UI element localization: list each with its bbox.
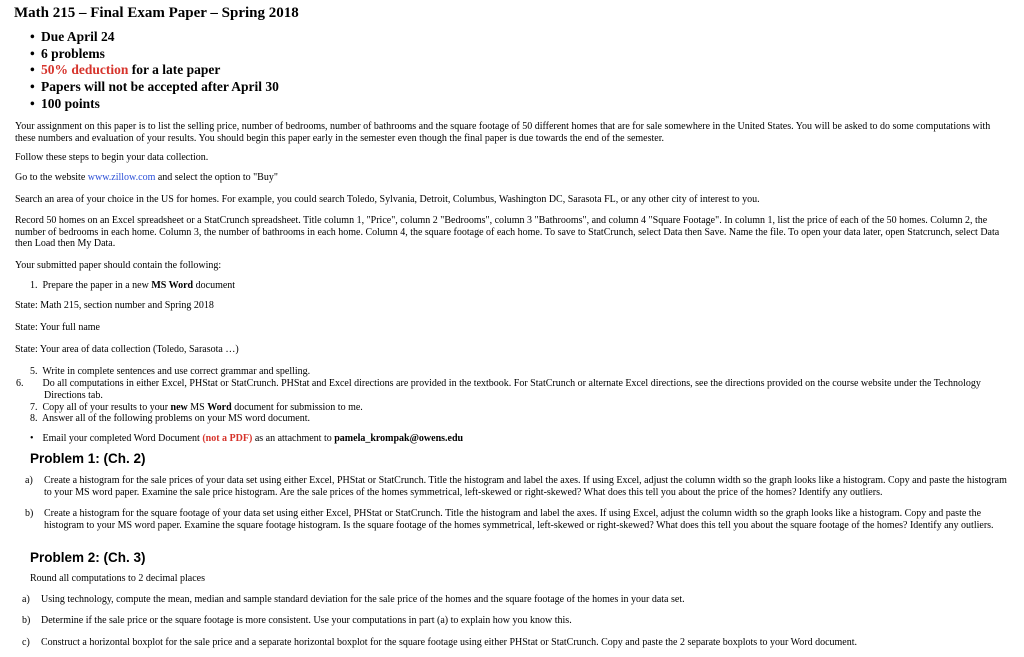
state-course: State: Math 215, section number and Spring 2018: [15, 300, 214, 311]
problem-2-part-b: b) Determine if the sale price or the square footage is more consistent. Use your computations in part (a) to explain how you know this.: [22, 615, 572, 626]
email-instruction: • Email your completed Word Document (not a PDF) as an attachment to pamela_krompak@owens.edu: [30, 433, 464, 444]
bullet-dot: •: [30, 95, 35, 111]
search-instruction: Search an area of your choice in the US for homes. For example, you could search Toledo, Sylvania, Detroit, Columbus, Washington DC, Sarasota FL, or any other city of interest to you.: [15, 194, 760, 205]
step-8: 8. Answer all of the following problems on your MS word document.: [30, 413, 310, 424]
zillow-link[interactable]: www.zillow.com: [87, 172, 156, 183]
bullet-dot: •: [30, 433, 34, 444]
not-pdf-highlight: (not a PDF): [202, 433, 253, 444]
bullet-dot: •: [30, 79, 35, 95]
email-address: pamela_krompak@owens.edu: [334, 433, 464, 444]
problem-1-heading: Problem 1: (Ch. 2): [30, 451, 146, 466]
problem-2-heading: Problem 2: (Ch. 3): [30, 550, 146, 565]
problem-1-part-b: b) Create a histogram for the square footage of your data set using either Excel, PHStat or StatCrunch. Title the histogram and label the axes. If using Excel, adjust the column width so the graph looks like a histogram. Copy and paste the histogram to your MS word paper. Examine the square footage histogram. Is the square footage of the homes symmetrical, left-skewed or right-skewed? What does this tell you about the square footage of the homes? Identify any outliers.: [25, 508, 994, 531]
follow-steps-text: Follow these steps to begin your data collection.: [15, 152, 209, 163]
bullet-points: • 100 points: [30, 95, 100, 111]
bullet-dot: •: [30, 29, 35, 44]
record-instruction: Record 50 homes on an Excel spreadsheet or a StatCrunch spreadsheet. Title column 1, "Price", column 2 "Bedrooms", column 3 "Bathrooms", and column 4 "Square Footage". In column 1, list the price of each of the 50 homes. Column 2, the number of bedrooms in each home. Column 3, the number of bathrooms in each home. Column 4, the square footage of each home. To save to StatCrunch, select Data then Save. Name the file. To open your data later, open Statcrunch, select Data then Load then My Data.: [15, 215, 1000, 249]
state-name: State: Your full name: [15, 322, 100, 333]
intro-paragraph: Your assignment on this paper is to list the selling price, number of bedrooms, number of bathrooms and the square footage of 50 different homes that are for sale somewhere in the United States. You will be asked to do some computations with these numbers and evaluation of your results. You should begin this paper early in the semester even though the final paper is due towards the end of the semester.: [15, 121, 991, 144]
step-7: 7. Copy all of your results to your new MS Word document for submission to me.: [30, 402, 363, 413]
state-area: State: Your area of data collection (Toledo, Sarasota …): [15, 344, 239, 355]
bullet-cutoff: • Papers will not be accepted after April 30: [30, 79, 279, 95]
document-title: Math 215 – Final Exam Paper – Spring 2018: [14, 5, 299, 21]
problem-2-part-c: c) Construct a horizontal boxplot for the sale price and a separate horizontal boxplot for the square footage using either PHStat or StatCrunch. Copy and paste the 2 separate boxplots to your Word document.: [22, 637, 858, 648]
key-info-list: [30, 29, 279, 113]
goto-website-text: Go to the website www.zillow.com and select the option to "Buy": [15, 172, 278, 183]
rounding-note: Round all computations to 2 decimal places: [30, 573, 205, 584]
step-5: 5. Write in complete sentences and use correct grammar and spelling.: [30, 366, 311, 377]
bullet-problem-count: • 6 problems: [30, 45, 105, 61]
submitted-heading: Your submitted paper should contain the following:: [15, 260, 222, 271]
step-1: 1. Prepare the paper in a new MS Word document: [30, 280, 236, 291]
late-penalty-highlight: 50% deduction: [41, 62, 129, 78]
bullet-dot: •: [30, 45, 35, 61]
step-6: 6. Do all computations in either Excel, PHStat or StatCrunch. PHStat and Excel directions are provided in the textbook. For StatCrunch or alternate Excel directions, see the directions provided on the course website under the Technology Directions tab.: [16, 378, 981, 401]
bullet-late-penalty: • 50% deduction for a late paper: [30, 62, 221, 78]
problem-1-part-a: a) Create a histogram for the sale prices of your data set using either Excel, PHStat or StatCrunch. Title the histogram and label the axes. If using Excel, adjust the column width so the graph looks like a histogram. Copy and paste the histogram to your MS word paper. Examine the sale price histogram. Are the sale prices of the homes symmetrical, left-skewed or right-skewed? What does this tell you about the price of the homes? Identify any outliers.: [25, 475, 1007, 498]
bullet-due-date: • Due April 24: [30, 29, 115, 44]
bullet-dot: •: [30, 62, 35, 78]
problem-2-part-a: a) Using technology, compute the mean, median and sample standard deviation for the sale price of the homes and the square footage of the homes in your data set.: [22, 594, 685, 605]
